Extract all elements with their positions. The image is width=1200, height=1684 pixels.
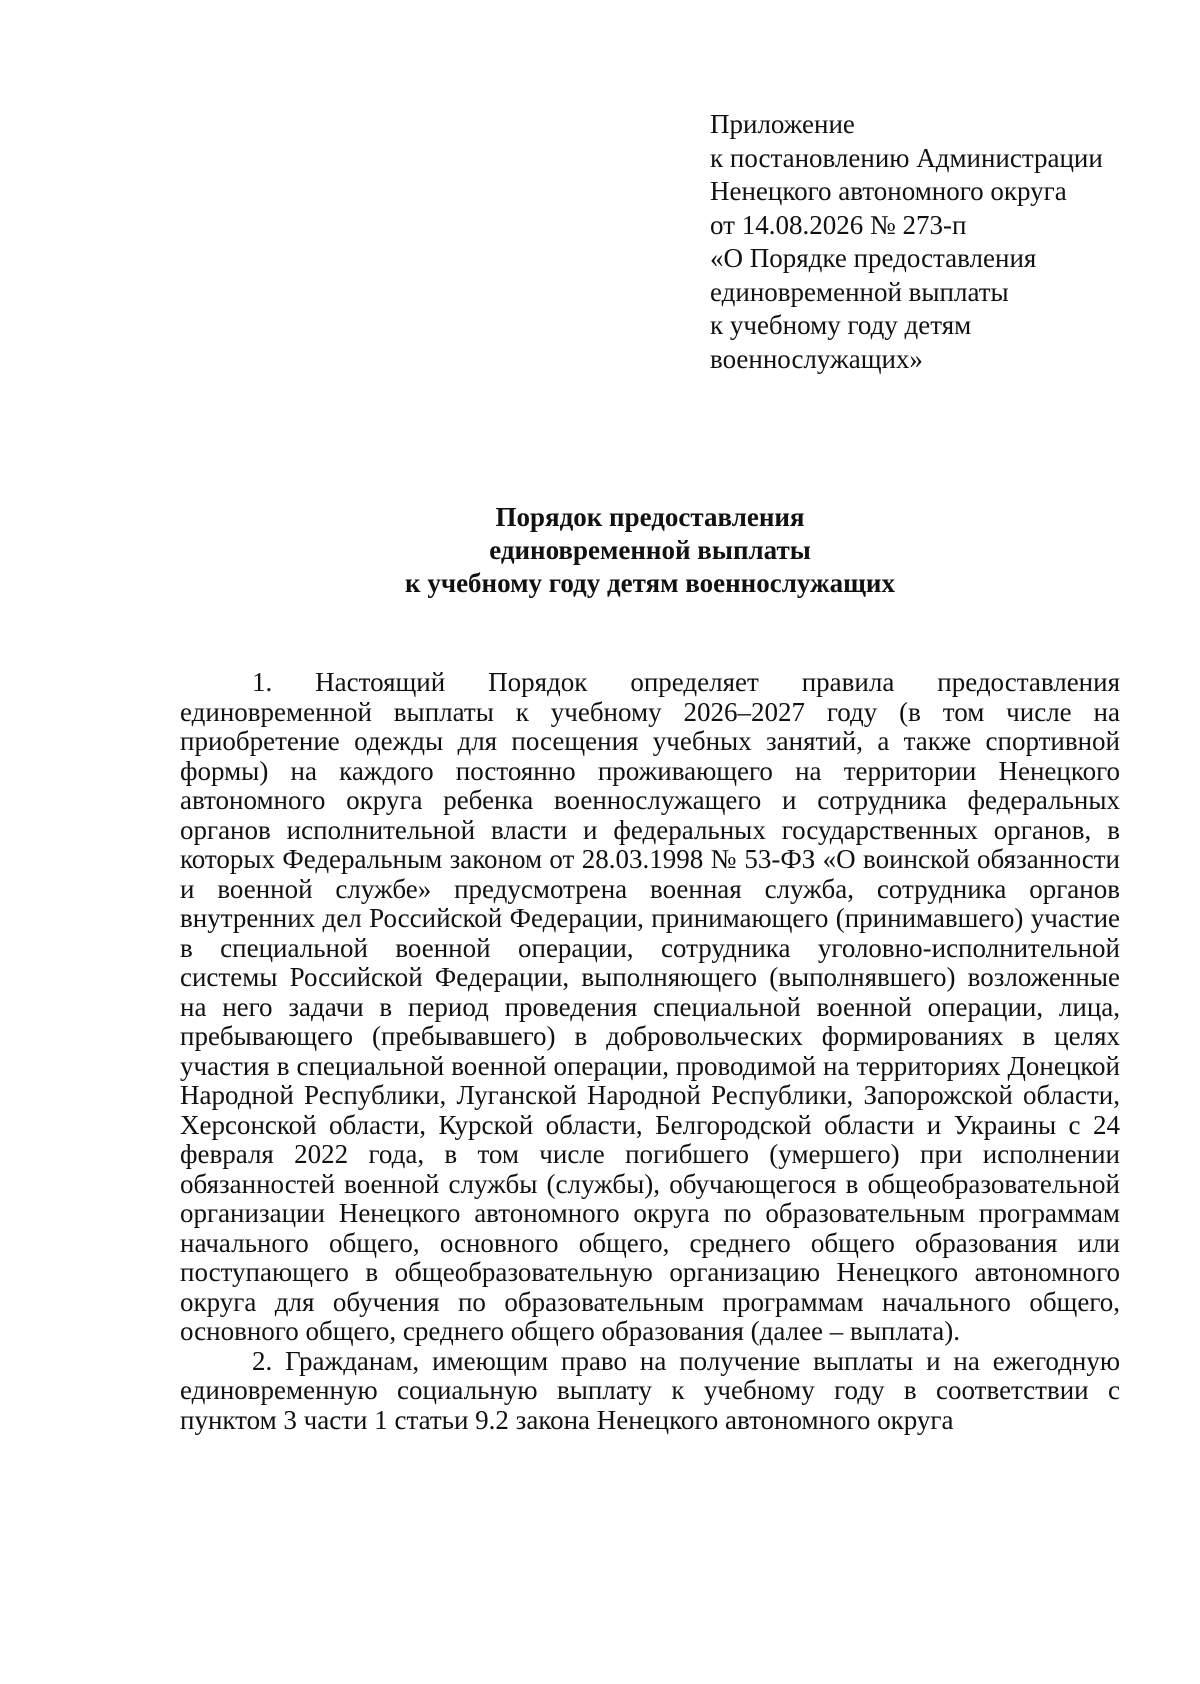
appendix-line: «О Порядке предоставления [710,243,1037,273]
appendix-line: к постановлению Администрации [710,142,1103,173]
document-body [180,668,1120,1435]
appendix-line: единовременной выплаты [710,276,1009,307]
title-line: единовременной выплаты [489,535,811,565]
title-line: Порядок предоставления [495,502,805,532]
appendix-line: военнослужащих» [710,343,923,374]
title-line: к учебному году детям военнослужащих [405,568,895,598]
document-title [180,501,1120,600]
paragraph-2: 2. Гражданам, имеющим право на получение выплаты и на ежегодную единовременную социальную выплату к учебному году в соответствии с пунктом 3 части 1 статьи 9.2 закона Ненецкого автономного округа [180,1345,1120,1435]
paragraph-1: 1. Настоящий Порядок определяет правила предоставления единовременной выплаты к учебному 2026–2027 году (в том числе на приобретение одежды для посещения учебных занятий, а также спортивной формы) на каждого постоянно проживающего на территории Ненецкого автономного округа ребенка военнослужащего и сотрудника федеральных органов исполнительной власти и федеральных государственных органов, в которых Федеральным законом от 28.03.1998 № 53-ФЗ «О воинской обязанности и военной службе» предусмотрена военная служба, сотрудника органов внутренних дел Российской Федерации, принимающего (принимавшего) участие в специальной военной операции, сотрудника уголовно-исполнительной системы Российской Федерации, выполняющего (выполнявшего) возложенные на него задачи в период проведения специальной военной операции, лица, пребывающего (пребывавшего) в добровольческих формированиях в целях участия в специальной военной операции, проводимой на территориях Донецкой Народной Республики, Луганской Народной Республики, Запорожской области, Херсонской области, Курской области, Белгородской области и Украины с 24 февраля 2022 года, в том числе погибшего (умершего) при исполнении обязанностей военной службы (службы), обучающегося в общеобразовательной организации Ненецкого автономного округа по образовательным программам начального общего, основного общего, среднего общего образования или поступающего в общеобразовательную организацию Ненецкого автономного округа для обучения по образовательным программам начального общего, основного общего, среднего общего образования (далее – выплата). [180,667,1120,1346]
appendix-block [710,108,1140,376]
appendix-line: от 14.08.2026 № 273-п [710,209,967,240]
appendix-line: к учебному году детям [710,310,972,340]
appendix-line: Приложение [710,109,855,139]
appendix-line: Ненецкого автономного округа [710,176,1067,206]
